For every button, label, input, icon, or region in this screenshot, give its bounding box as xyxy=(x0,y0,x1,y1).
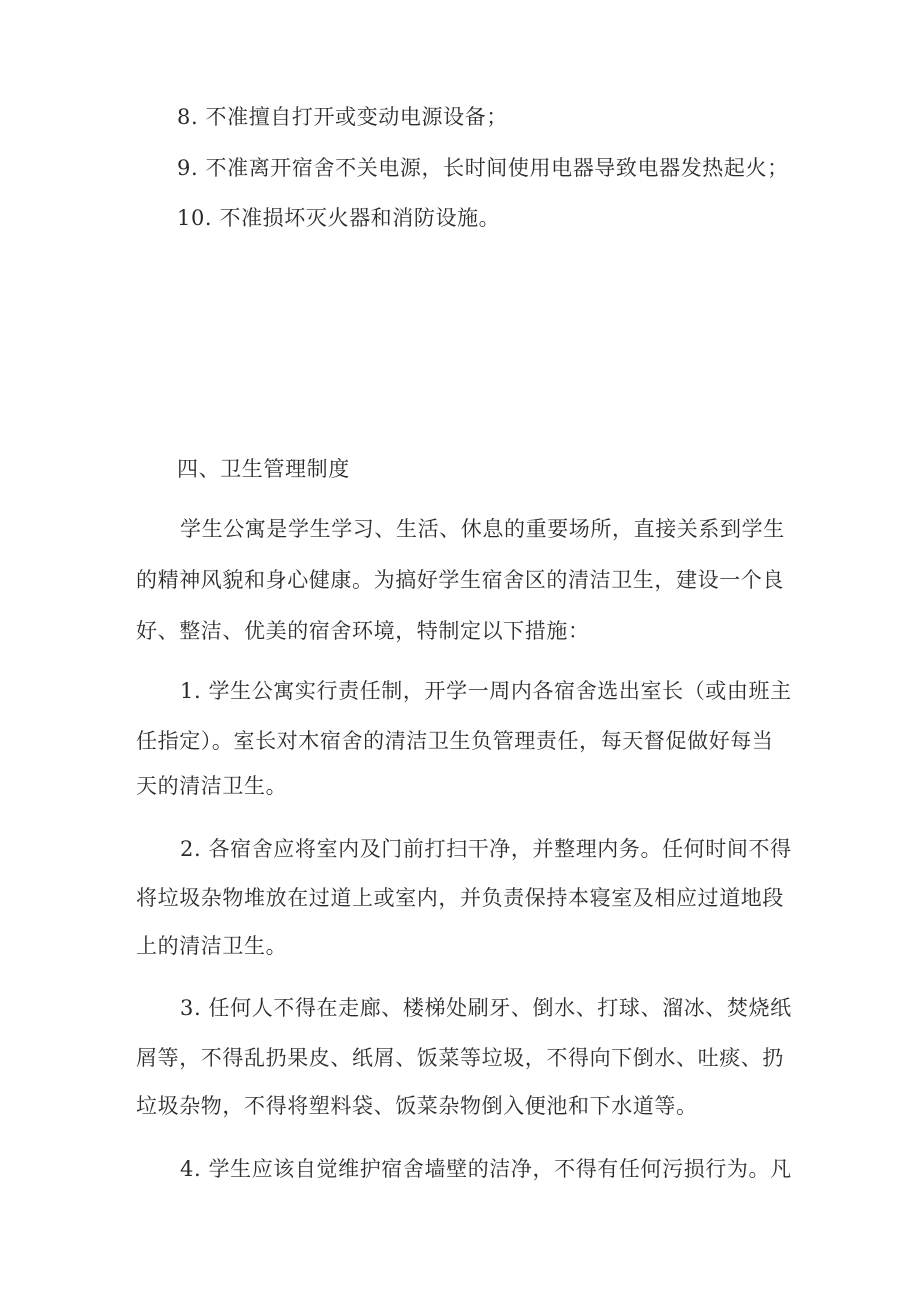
intro-line-3: 好、整洁、优美的宿舍环境，特制定以下措施： xyxy=(136,619,590,643)
item3-line-1: 3. 任何人不得在走廊、楼梯处刷牙、倒水、打球、溜冰、焚烧纸 xyxy=(180,996,792,1020)
item1-line-1: 1. 学生公寓实行责任制，开学一周内各宿舍选出室长（或由班主 xyxy=(180,679,792,703)
rule-10: 10. 不准损坏灭火器和消防设施。 xyxy=(177,206,501,230)
section-heading: 四、卫生管理制度 xyxy=(177,457,350,481)
item4-line-1: 4. 学生应该自觉维护宿舍墙壁的洁净，不得有任何污损行为。凡 xyxy=(180,1157,792,1181)
intro-line-2: 的精神风貌和身心健康。为搞好学生宿舍区的清洁卫生，建设一个良 xyxy=(136,568,784,592)
item1-line-3: 天的清洁卫生。 xyxy=(136,774,288,798)
item3-line-2: 屑等，不得乱扔果皮、纸屑、饭菜等垃圾，不得向下倒水、吐痰、扔 xyxy=(136,1046,784,1070)
rule-8: 8. 不准擅自打开或变动电源设备； xyxy=(177,105,508,129)
item2-line-1: 2. 各宿舍应将室内及门前打扫干净，并整理内务。任何时间不得 xyxy=(180,837,792,861)
rule-9: 9. 不准离开宿舍不关电源，长时间使用电器导致电器发热起火； xyxy=(177,156,789,180)
item2-line-2: 将垃圾杂物堆放在过道上或室内，并负责保持本寝室及相应过道地段 xyxy=(136,886,784,910)
item2-line-3: 上的清洁卫生。 xyxy=(136,934,288,958)
intro-line-1: 学生公寓是学生学习、生活、休息的重要场所，直接关系到学生 xyxy=(180,517,785,541)
item1-line-2: 任指定）。室长对木宿舍的清洁卫生负管理责任，每天督促做好每当 xyxy=(136,729,774,753)
item3-line-3: 垃圾杂物，不得将塑料袋、饭菜杂物倒入便池和下水道等。 xyxy=(136,1094,698,1118)
